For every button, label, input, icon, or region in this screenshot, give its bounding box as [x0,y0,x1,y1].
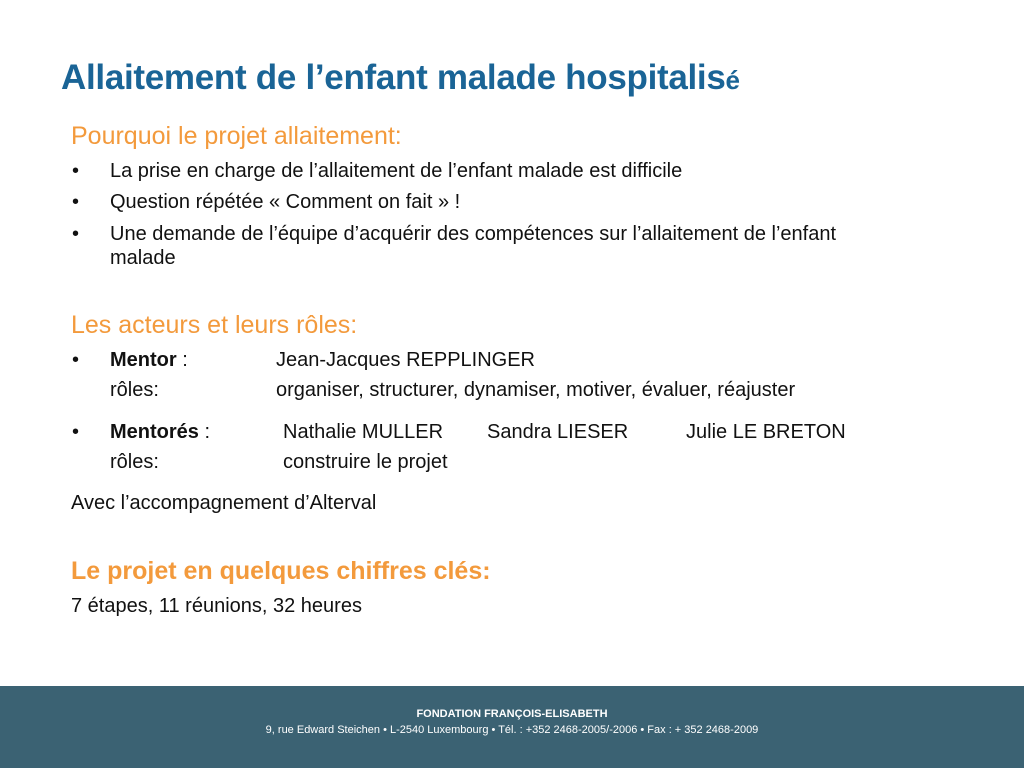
accompaniment-note: Avec l’accompagnement d’Alterval [71,492,377,514]
mentor-label: Mentor [110,349,177,371]
bullet-icon: • [72,191,80,213]
mentore-name: Nathalie MULLER [283,421,444,443]
footer-bar [0,686,1024,768]
mentores-colon: : [204,421,211,443]
bullet-icon: • [72,349,80,371]
mentores-roles: construire le projet [283,451,448,473]
mentore-name: Sandra LIESER [487,421,629,443]
bullet-text: Question répétée « Comment on fait » ! [110,191,461,213]
bullet-text: La prise en charge de l’allaitement de l’enfant malade est difficile [110,160,683,182]
bullet-text: Une demande de l’équipe d’acquérir des compétences sur l’allaitement de l’enfant [110,223,836,245]
bullet-icon: • [72,421,80,443]
mentor-roles-label: rôles: [110,379,159,401]
mentor-roles: organiser, structurer, dynamiser, motiver, évaluer, réajuster [276,379,796,401]
mentor-colon: : [182,349,188,371]
bullet-text-continuation: malade [110,247,176,269]
bullet-icon: • [72,160,80,182]
mentores-roles-label: rôles: [110,451,159,473]
mentore-name: Julie LE BRETON [686,421,846,443]
project-figures: 7 étapes, 11 réunions, 32 heures [71,595,362,617]
slide-title [61,58,740,98]
footer-address: 9, rue Edward Steichen • L-2540 Luxembourg • Tél. : +352 2468-2005/-2006 • Fax : + 352 2468-2009 [265,724,759,736]
section-heading-pourquoi: Pourquoi le projet allaitement: [71,122,402,150]
mentor-name: Jean-Jacques REPPLINGER [276,349,536,371]
mentor-label-row [110,349,188,372]
mentores-label-row [110,421,210,444]
section-heading-acteurs: Les acteurs et leurs rôles: [71,311,358,339]
section-heading-chiffres: Le projet en quelques chiffres clés: [71,557,491,585]
bullet-icon: • [72,223,80,245]
mentores-label: Mentorés [110,421,199,443]
slide-title-tail: é [725,65,740,95]
slide-title-main: Allaitement de l’enfant malade hospitalis [61,58,726,97]
footer-organization: FONDATION FRANÇOIS-ELISABETH [416,708,608,720]
